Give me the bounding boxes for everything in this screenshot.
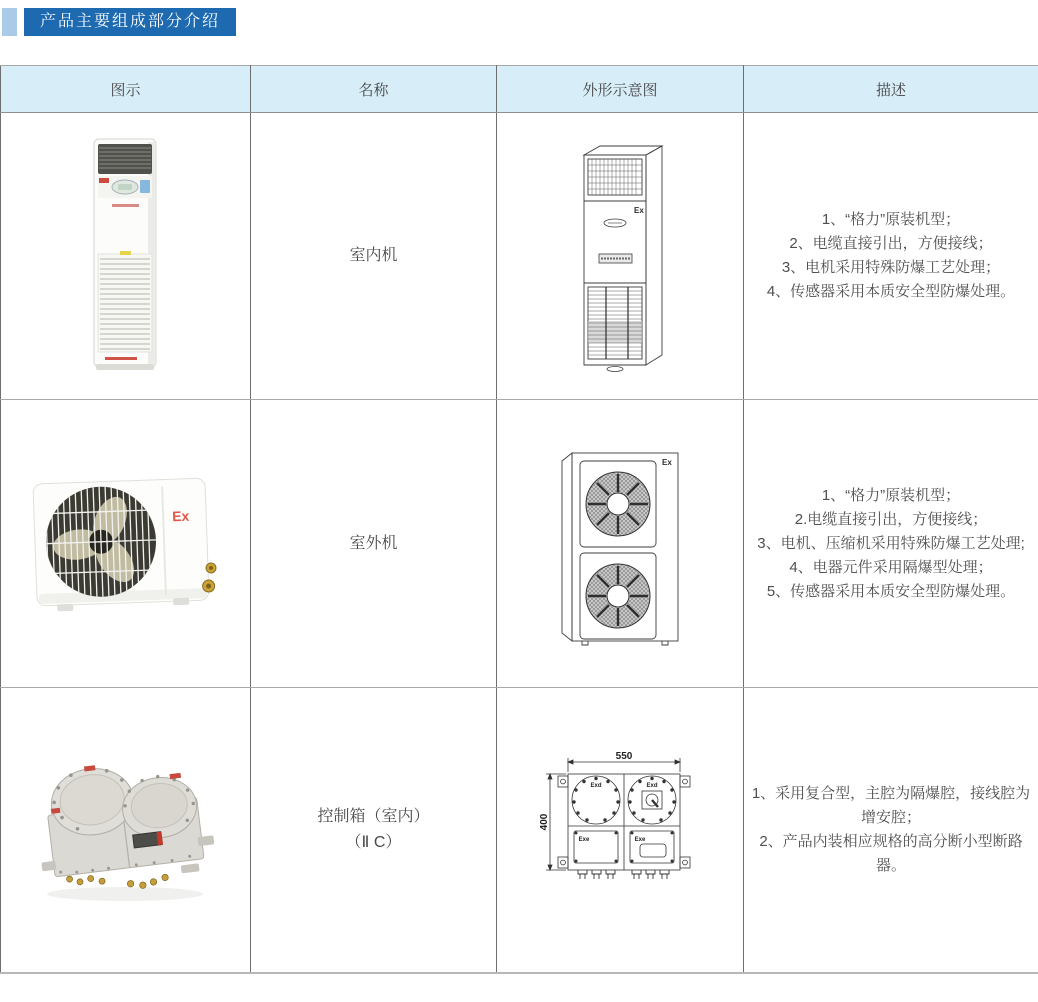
header-outline-diagram: 外形示意图	[497, 66, 744, 113]
dimension-height-label: 400	[539, 813, 550, 830]
dimension-width-label: 550	[615, 751, 632, 762]
section-title-bar	[2, 8, 1038, 36]
exe-mark-label: Exe	[578, 837, 589, 843]
desc-line: 3、电机、压缩机采用特殊防爆工艺处理;	[748, 532, 1034, 556]
cell-outdoor-photo	[1, 400, 251, 688]
cell-control-box-description	[744, 688, 1038, 974]
table-header-row	[1, 66, 1038, 113]
component-name: 室外机	[251, 531, 496, 557]
indoor-unit-photo-icon	[85, 136, 167, 376]
exd-mark-label: Exd	[590, 783, 601, 789]
desc-line: 1、“格力”原装机型；	[748, 208, 1034, 232]
desc-line: 1、采用复合型，主腔为隔爆腔，接线腔为增安腔；	[748, 782, 1034, 830]
cell-control-box-diagram	[497, 688, 744, 974]
cell-indoor-description	[744, 113, 1038, 400]
cell-outdoor-description	[744, 400, 1038, 688]
exd-mark-label: Exd	[646, 783, 657, 789]
table-row-outdoor-unit	[1, 400, 1038, 688]
ex-mark-label: Ex	[172, 508, 190, 525]
desc-line: 3、电机采用特殊防爆工艺处理；	[748, 256, 1034, 280]
indoor-unit-drawing-icon	[570, 135, 670, 377]
ex-mark-label: Ex	[634, 206, 644, 215]
header-name: 名称	[251, 66, 497, 113]
outdoor-unit-photo-icon	[23, 461, 228, 626]
desc-line: 1、“格力”原装机型；	[748, 484, 1034, 508]
title-accent-square	[2, 8, 17, 36]
table-row-control-box	[1, 688, 1038, 974]
desc-line: 2、产品内装相应规格的高分断小型断路器。	[748, 830, 1034, 878]
header-illustration: 图示	[1, 66, 251, 113]
cell-outdoor-diagram	[497, 400, 744, 688]
control-box-drawing-icon	[538, 750, 703, 910]
desc-line: 4、电器元件采用隔爆型处理；	[748, 556, 1034, 580]
desc-line: 4、传感器采用本质安全型防爆处理。	[748, 280, 1034, 304]
components-table	[0, 65, 1038, 974]
exe-mark-label: Exe	[634, 837, 645, 843]
cell-control-box-photo	[1, 688, 251, 974]
cell-indoor-name	[251, 113, 497, 400]
ex-mark-label: Ex	[662, 458, 672, 467]
component-name: 控制箱（室内）	[251, 804, 496, 830]
desc-line: 2.电缆直接引出，方便接线；	[748, 508, 1034, 532]
cell-outdoor-name	[251, 400, 497, 688]
component-name: 室内机	[251, 243, 496, 269]
outdoor-unit-drawing-icon	[550, 441, 690, 646]
component-name-line2: （Ⅱ C）	[251, 830, 496, 856]
header-description: 描述	[744, 66, 1038, 113]
cell-indoor-photo	[1, 113, 251, 400]
control-box-photo-icon	[28, 754, 223, 906]
cell-indoor-diagram	[497, 113, 744, 400]
table-row-indoor-unit	[1, 113, 1038, 400]
page-title: 产品主要组成部分介绍	[24, 8, 236, 36]
desc-line: 2、电缆直接引出，方便接线；	[748, 232, 1034, 256]
cell-control-box-name	[251, 688, 497, 974]
desc-line: 5、传感器采用本质安全型防爆处理。	[748, 580, 1034, 604]
